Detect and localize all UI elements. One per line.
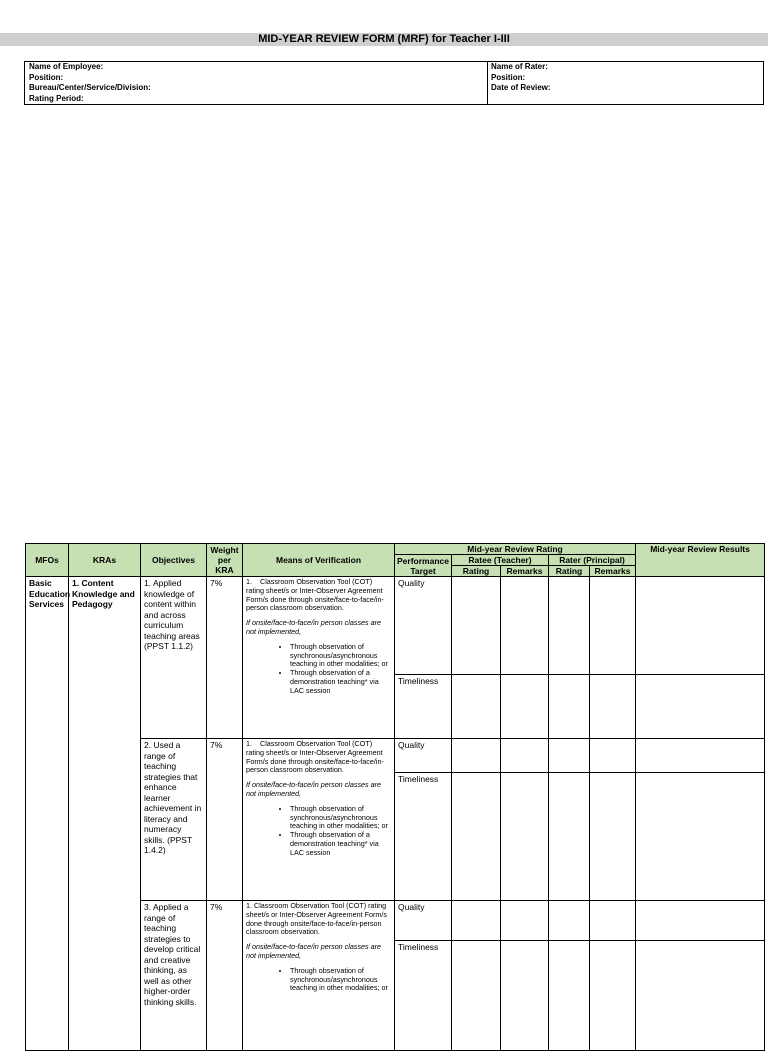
header-midyear-rating: Mid-year Review Rating: [395, 544, 636, 555]
rater-remarks-input[interactable]: [590, 773, 636, 901]
results-input[interactable]: [636, 675, 765, 739]
header-mov: Means of Verification: [243, 544, 395, 577]
rater-remarks-input[interactable]: [590, 901, 636, 941]
mov-main-text: Classroom Observation Tool (COT) rating sheet/s or Inter-Observer Agreement Form/s done through onsite/face-to-face/in-person classroom observation.: [246, 577, 384, 613]
target-timeliness: Timeliness: [395, 773, 452, 901]
results-input[interactable]: [636, 941, 765, 1051]
mov-number: 1.: [246, 577, 252, 586]
rater-rating-input[interactable]: [549, 901, 590, 941]
header-weight: Weight per KRA: [207, 544, 243, 577]
employee-info-box: [24, 61, 764, 105]
objective-cell: 1. Applied knowledge of content within and across curriculum teaching areas (PPST 1.1.2): [141, 577, 207, 739]
ratee-rating-input[interactable]: [452, 739, 501, 773]
rater-rating-input[interactable]: [549, 675, 590, 739]
review-table: [25, 543, 765, 1051]
target-quality: Quality: [395, 577, 452, 675]
mov-italic-text: If onsite/face-to-face/in person classes are not implemented,: [246, 618, 382, 636]
ratee-remarks-input[interactable]: [501, 739, 549, 773]
mov-main-text: Classroom Observation Tool (COT) rating sheet/s or Inter-Observer Agreement Form/s done through onsite/face-to-face/in-person classroom observation.: [246, 901, 388, 937]
bureau-label: Bureau/Center/Service/Division:: [29, 83, 151, 92]
rater-name-label: Name of Rater:: [491, 62, 548, 71]
ratee-remarks-input[interactable]: [501, 577, 549, 675]
mov-number: 1.: [246, 901, 252, 910]
rater-info: [491, 62, 551, 94]
rater-remarks-input[interactable]: [590, 739, 636, 773]
ratee-remarks-input[interactable]: [501, 773, 549, 901]
target-timeliness: Timeliness: [395, 941, 452, 1051]
target-quality: Quality: [395, 739, 452, 773]
mov-cell: [243, 901, 395, 1051]
ratee-rating-input[interactable]: [452, 773, 501, 901]
header-results: Mid-year Review Results: [636, 544, 765, 577]
position-label: Position:: [29, 72, 64, 82]
ratee-remarks-input[interactable]: [501, 941, 549, 1051]
rater-rating-input[interactable]: [549, 941, 590, 1051]
mov-number: 1.: [246, 739, 252, 748]
form-title: MID-YEAR REVIEW FORM (MRF) for Teacher I-III: [258, 33, 510, 45]
mov-main-text: Classroom Observation Tool (COT) rating sheet/s or Inter-Observer Agreement Form/s done through onsite/face-to-face/in-person classroom observation.: [246, 739, 384, 775]
objective-cell: 2. Used a range of teaching strategies that enhance learner achievement in literacy and numeracy skills. (PPST 1.4.2): [141, 739, 207, 901]
weight-cell: 7%: [207, 901, 243, 1051]
review-date-label: Date of Review:: [491, 83, 551, 92]
header-objectives: Objectives: [141, 544, 207, 577]
header-ratee-remarks: Remarks: [501, 566, 549, 577]
mov-bullet: • Through observation of synchronous/asynchronous teaching in other modalities; or: [290, 805, 391, 831]
table-row: [26, 577, 765, 675]
mov-italic-text: If onsite/face-to-face/in person classes are not implemented,: [246, 942, 382, 960]
header-rater-remarks: Remarks: [590, 566, 636, 577]
mov-bullet: • Through observation of synchronous/asynchronous teaching in other modalities; or: [290, 643, 391, 669]
rating-period-label: Rating Period:: [29, 93, 84, 103]
ratee-remarks-input[interactable]: [501, 675, 549, 739]
rater-remarks-input[interactable]: [590, 577, 636, 675]
mov-cell: [243, 739, 395, 901]
header-ratee-rating: Rating: [452, 566, 501, 577]
ratee-remarks-input[interactable]: [501, 901, 549, 941]
target-timeliness: Timeliness: [395, 675, 452, 739]
results-input[interactable]: [636, 577, 765, 675]
header-mfos: MFOs: [26, 544, 69, 577]
mov-bullet-list: [246, 967, 391, 993]
weight-cell: 7%: [207, 577, 243, 739]
mov-bullet: • Through observation of a demonstration teaching* via LAC session: [290, 669, 391, 695]
results-input[interactable]: [636, 773, 765, 901]
header-ratee: Ratee (Teacher): [452, 555, 549, 566]
ratee-rating-input[interactable]: [452, 577, 501, 675]
employee-name-label: Name of Employee:: [29, 62, 104, 71]
results-input[interactable]: [636, 901, 765, 941]
mov-main-text-numbered: [246, 902, 391, 937]
mov-cell: [243, 577, 395, 739]
ratee-rating-input[interactable]: [452, 675, 501, 739]
mov-italic-text: If onsite/face-to-face/in person classes are not implemented,: [246, 780, 382, 798]
rater-remarks-input[interactable]: [590, 941, 636, 1051]
info-divider: [487, 62, 488, 104]
ratee-rating-input[interactable]: [452, 941, 501, 1051]
mov-bullet: • Through observation of synchronous/asynchronous teaching in other modalities; or: [290, 967, 391, 993]
mfo-cell: Basic Education Services: [26, 577, 69, 1051]
rater-rating-input[interactable]: [549, 577, 590, 675]
header-kras: KRAs: [69, 544, 141, 577]
results-input[interactable]: [636, 739, 765, 773]
rater-remarks-input[interactable]: [590, 675, 636, 739]
target-quality: Quality: [395, 901, 452, 941]
objective-cell: 3. Applied a range of teaching strategies to develop critical and creative thinking, as well as other higher-order thinking skills.: [141, 901, 207, 1051]
header-performance-target: Performance Target: [395, 555, 452, 577]
header-rater: Rater (Principal): [549, 555, 636, 566]
header-rater-rating: Rating: [549, 566, 590, 577]
mov-bullet-list: [246, 805, 391, 858]
mov-bullet: • Through observation of a demonstration teaching* via LAC session: [290, 831, 391, 857]
employee-info: [29, 62, 151, 104]
kra-cell: 1. Content Knowledge and Pedagogy: [69, 577, 141, 1051]
weight-cell: 7%: [207, 739, 243, 901]
rater-rating-input[interactable]: [549, 773, 590, 901]
rater-rating-input[interactable]: [549, 739, 590, 773]
rater-position-label: Position:: [491, 72, 526, 82]
mov-bullet-list: [246, 643, 391, 696]
ratee-rating-input[interactable]: [452, 901, 501, 941]
